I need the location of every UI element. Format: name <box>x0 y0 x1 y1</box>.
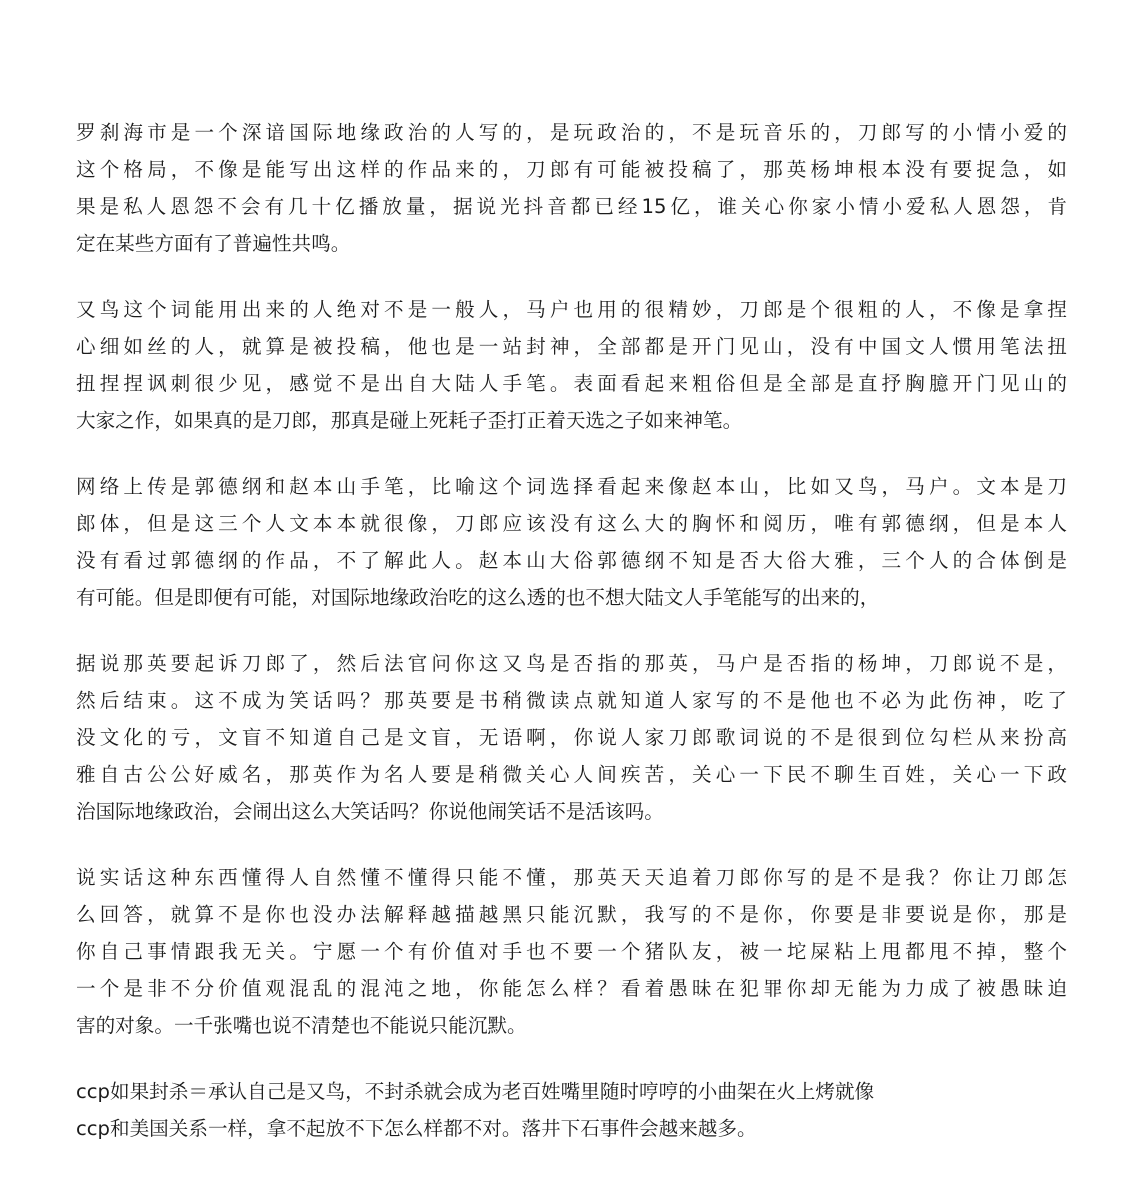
text-line: 一个是非不分价值观混乱的混沌之地，你能怎么样？看着愚昧在犯罪你却无能为力成了被愚昧迫 <box>76 977 1067 1000</box>
text-line: ccp如果封杀＝承认自己是又鸟，不封杀就会成为老百姓嘴里随时哼哼的小曲架在火上烤就像 <box>76 1080 875 1103</box>
text-line: 害的对象。一千张嘴也说不清楚也不能说只能沉默。 <box>76 1014 527 1037</box>
text-line: 网络上传是郭德纲和赵本山手笔，比喻这个词选择看起来像赵本山，比如又鸟，马户。文本是刀 <box>76 475 1067 498</box>
text-line: 又鸟这个词能用出来的人绝对不是一般人，马户也用的很精妙，刀郎是个很粗的人，不像是拿捏 <box>76 298 1067 321</box>
text-line: 据说那英要起诉刀郎了，然后法官问你这又鸟是否指的那英，马户是否指的杨坤，刀郎说不是， <box>76 652 1067 675</box>
paragraph-6 <box>76 1073 1067 1147</box>
paragraph-3 <box>76 468 1067 616</box>
text-line: 有可能。但是即便有可能，对国际地缘政治吃的这么透的也不想大陆文人手笔能写的出来的， <box>76 586 880 609</box>
text-line: 定在某些方面有了普遍性共鸣。 <box>76 232 351 255</box>
paragraph-1 <box>76 114 1067 262</box>
text-line: 说实话这种东西懂得人自然懂不懂得只能不懂，那英天天追着刀郎你写的是不是我？你让刀郎怎 <box>76 866 1067 889</box>
text-line: 罗刹海市是一个深谙国际地缘政治的人写的，是玩政治的，不是玩音乐的，刀郎写的小情小爱的 <box>76 121 1067 144</box>
text-line: 治国际地缘政治，会闹出这么大笑话吗？你说他闹笑话不是活该吗。 <box>76 800 664 823</box>
text-line: 这个格局，不像是能写出这样的作品来的，刀郎有可能被投稿了，那英杨坤根本没有要捉急，如 <box>76 158 1067 181</box>
paragraph-5 <box>76 859 1067 1044</box>
text-line: ccp和美国关系一样，拿不起放不下怎么样都不对。落井下石事件会越来越多。 <box>76 1117 757 1140</box>
text-line: 么回答，就算不是你也没办法解释越描越黑只能沉默，我写的不是你，你要是非要说是你，那是 <box>76 903 1067 926</box>
text-line: 雅自古公公好威名，那英作为名人要是稍微关心人间疾苦，关心一下民不聊生百姓，关心一下政 <box>76 763 1067 786</box>
text-line: 然后结束。这不成为笑话吗？那英要是书稍微读点就知道人家写的不是他也不必为此伤神，吃了 <box>76 689 1067 712</box>
text-line: 你自己事情跟我无关。宁愿一个有价值对手也不要一个猪队友，被一坨屎粘上甩都甩不掉，整个 <box>76 940 1067 963</box>
text-line: 没有看过郭德纲的作品，不了解此人。赵本山大俗郭德纲不知是否大俗大雅，三个人的合体倒是 <box>76 549 1067 572</box>
text-line: 扭捏捏讽刺很少见，感觉不是出自大陆人手笔。表面看起来粗俗但是全部是直抒胸臆开门见山的 <box>76 372 1067 395</box>
text-line: 没文化的亏，文盲不知道自己是文盲，无语啊，你说人家刀郎歌词说的不是很到位勾栏从来扮高 <box>76 726 1067 749</box>
paragraph-4 <box>76 645 1067 830</box>
text-line: 大家之作，如果真的是刀郎，那真是碰上死耗子歪打正着天选之子如来神笔。 <box>76 409 743 432</box>
text-line: 心细如丝的人，就算是被投稿，他也是一站封神，全部都是开门见山，没有中国文人惯用笔法扭 <box>76 335 1067 358</box>
text-line: 郎体，但是这三个人文本本就很像，刀郎应该没有这么大的胸怀和阅历，唯有郭德纲，但是本人 <box>76 512 1067 535</box>
text-line: 果是私人恩怨不会有几十亿播放量，据说光抖音都已经15亿，谁关心你家小情小爱私人恩怨，肯 <box>76 195 1067 218</box>
paragraph-2 <box>76 291 1067 439</box>
